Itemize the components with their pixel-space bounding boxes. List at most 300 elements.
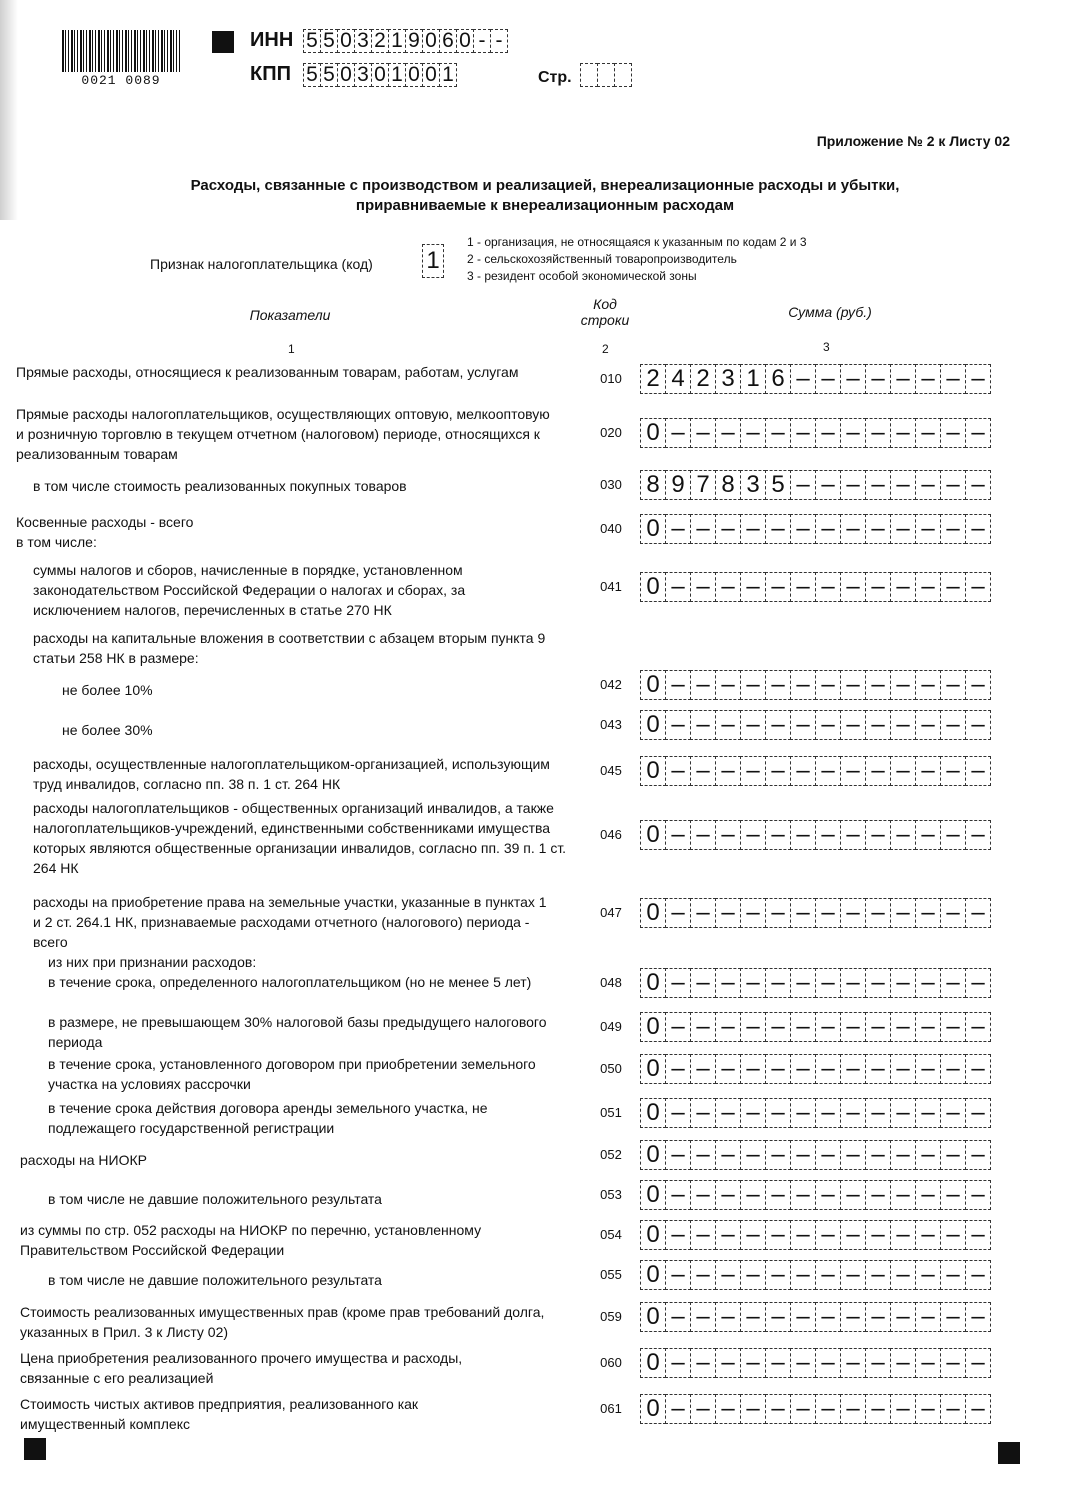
amount-field-052[interactable]: [640, 1140, 990, 1170]
amount-digit-cell: –: [865, 418, 891, 448]
amount-digit-cell: –: [740, 1098, 766, 1128]
digit-cell: 3: [354, 29, 372, 53]
row-label: [16, 512, 536, 552]
row-label-text: в течение срока действия договора аренды земельного участка, не подлежащего государственной регистрации: [48, 1100, 488, 1136]
corner-marker: [24, 1438, 46, 1460]
amount-digit-cell: 3: [740, 470, 766, 500]
amount-digit-cell: –: [665, 1348, 691, 1378]
amount-digit-cell: –: [765, 514, 791, 544]
amount-digit-cell: –: [915, 710, 941, 740]
amount-digit-cell: –: [915, 1394, 941, 1424]
amount-field-049[interactable]: [640, 1012, 990, 1042]
amount-digit-cell: –: [915, 572, 941, 602]
amount-digit-cell: –: [690, 756, 716, 786]
amount-digit-cell: –: [690, 1180, 716, 1210]
column-header-code: [570, 296, 640, 328]
row-label: [48, 972, 573, 992]
row-label: [33, 560, 553, 620]
amount-digit-cell: 1: [740, 364, 766, 394]
amount-digit-cell: –: [865, 710, 891, 740]
amount-digit-cell: 0: [640, 710, 666, 740]
amount-digit-cell: –: [790, 1180, 816, 1210]
amount-digit-cell: –: [915, 1012, 941, 1042]
amount-digit-cell: –: [940, 756, 966, 786]
amount-digit-cell: –: [915, 1098, 941, 1128]
amount-digit-cell: –: [890, 710, 916, 740]
amount-digit-cell: –: [715, 670, 741, 700]
amount-digit-cell: –: [740, 1054, 766, 1084]
amount-digit-cell: –: [665, 1302, 691, 1332]
amount-digit-cell: –: [965, 968, 991, 998]
row-label-text: Стоимость чистых активов предприятия, реализованного как имущественный комплекс: [20, 1396, 419, 1432]
amount-field-048[interactable]: [640, 968, 990, 998]
amount-digit-cell: –: [815, 1012, 841, 1042]
row-label: [16, 362, 536, 382]
amount-digit-cell: –: [740, 1394, 766, 1424]
row-label-text: не более 30%: [62, 722, 153, 738]
amount-digit-cell: –: [740, 572, 766, 602]
digit-cell: 5: [320, 29, 338, 53]
amount-digit-cell: –: [940, 1394, 966, 1424]
amount-digit-cell: –: [965, 470, 991, 500]
row-label: [48, 1098, 568, 1138]
amount-digit-cell: –: [840, 1302, 866, 1332]
amount-digit-cell: –: [840, 1348, 866, 1378]
barcode-number: 0021 0089: [81, 73, 161, 88]
amount-digit-cell: –: [765, 756, 791, 786]
amount-digit-cell: –: [765, 1054, 791, 1084]
amount-digit-cell: –: [740, 1140, 766, 1170]
taxpayer-option: 1 - организация, не относящаяся к указанным по кодам 2 и 3: [467, 235, 807, 249]
column-header-code-line: строки: [580, 312, 630, 328]
amount-field-010[interactable]: [640, 364, 990, 394]
amount-digit-cell: –: [740, 968, 766, 998]
row-label-text: в том числе:: [16, 534, 97, 550]
amount-digit-cell: 0: [640, 1054, 666, 1084]
row-code: 010: [600, 371, 622, 386]
amount-digit-cell: –: [790, 364, 816, 394]
amount-digit-cell: –: [690, 670, 716, 700]
amount-digit-cell: –: [665, 820, 691, 850]
amount-digit-cell: –: [965, 1260, 991, 1290]
amount-digit-cell: 0: [640, 572, 666, 602]
amount-digit-cell: –: [790, 1302, 816, 1332]
amount-field-041[interactable]: [640, 572, 990, 602]
digit-cell: 9: [405, 29, 423, 53]
row-label: [20, 1220, 550, 1260]
amount-digit-cell: –: [840, 1012, 866, 1042]
row-code: 047: [600, 905, 622, 920]
amount-field-020[interactable]: [640, 418, 990, 448]
amount-digit-cell: –: [790, 1394, 816, 1424]
amount-digit-cell: –: [815, 1260, 841, 1290]
amount-digit-cell: –: [940, 898, 966, 928]
amount-digit-cell: –: [890, 1260, 916, 1290]
row-label-text: из суммы по стр. 052 расходы на НИОКР по перечню, установленному Правительством Российской Федерации: [20, 1222, 482, 1258]
row-code: 042: [600, 677, 622, 692]
amount-field-055[interactable]: [640, 1260, 990, 1290]
amount-digit-cell: –: [715, 898, 741, 928]
amount-digit-cell: –: [940, 1012, 966, 1042]
amount-digit-cell: –: [915, 1180, 941, 1210]
amount-digit-cell: 4: [665, 364, 691, 394]
amount-digit-cell: –: [965, 1220, 991, 1250]
amount-digit-cell: –: [765, 1098, 791, 1128]
row-label-text: суммы налогов и сборов, начисленные в порядке, установленном законодательством Российской Федерации о налогах и сборах, за исключением налогов, перечисленных в статье 270 НК: [33, 562, 466, 618]
amount-digit-cell: –: [940, 418, 966, 448]
amount-digit-cell: –: [715, 1394, 741, 1424]
amount-digit-cell: –: [765, 968, 791, 998]
amount-digit-cell: –: [790, 1348, 816, 1378]
row-code: 030: [600, 477, 622, 492]
amount-digit-cell: –: [790, 670, 816, 700]
amount-digit-cell: –: [915, 470, 941, 500]
amount-digit-cell: 0: [640, 1098, 666, 1128]
amount-digit-cell: 3: [715, 364, 741, 394]
amount-digit-cell: –: [765, 710, 791, 740]
amount-digit-cell: –: [840, 1260, 866, 1290]
amount-digit-cell: –: [840, 1054, 866, 1084]
amount-digit-cell: –: [715, 710, 741, 740]
column-number: 2: [602, 342, 609, 356]
amount-digit-cell: –: [965, 670, 991, 700]
amount-digit-cell: –: [965, 898, 991, 928]
amount-digit-cell: –: [790, 710, 816, 740]
row-label-text: Прямые расходы налогоплательщиков, осуществляющих оптовую, мелкооптовую и розничную торговлю в текущем отчетном (налоговом) периоде, относящихся к реализованным товарам: [16, 406, 550, 462]
amount-field-059[interactable]: [640, 1302, 990, 1332]
amount-field-046[interactable]: [640, 820, 990, 850]
amount-digit-cell: –: [690, 514, 716, 544]
amount-digit-cell: –: [690, 1054, 716, 1084]
digit-cell: 0: [371, 63, 389, 87]
amount-digit-cell: –: [815, 418, 841, 448]
amount-digit-cell: –: [715, 1098, 741, 1128]
amount-digit-cell: 0: [640, 418, 666, 448]
amount-digit-cell: –: [740, 1012, 766, 1042]
amount-digit-cell: –: [665, 1220, 691, 1250]
row-code: 020: [600, 425, 622, 440]
amount-digit-cell: –: [690, 1394, 716, 1424]
amount-digit-cell: –: [865, 1054, 891, 1084]
row-code: 054: [600, 1227, 622, 1242]
amount-digit-cell: –: [815, 1394, 841, 1424]
amount-field-054[interactable]: [640, 1220, 990, 1250]
row-code: 041: [600, 579, 622, 594]
amount-field-061[interactable]: [640, 1394, 990, 1424]
amount-digit-cell: –: [890, 1140, 916, 1170]
amount-digit-cell: –: [690, 710, 716, 740]
amount-digit-cell: –: [890, 1348, 916, 1378]
row-label: [20, 1302, 570, 1342]
digit-cell: 0: [422, 63, 440, 87]
amount-digit-cell: –: [865, 364, 891, 394]
amount-digit-cell: –: [740, 418, 766, 448]
barcode-bars: [62, 30, 180, 72]
amount-digit-cell: –: [815, 820, 841, 850]
taxpayer-option: 2 - сельскохозяйственный товаропроизводитель: [467, 252, 737, 266]
amount-digit-cell: –: [890, 572, 916, 602]
row-label-text: в течение срока, определенного налогоплательщиком (но не менее 5 лет): [48, 974, 532, 990]
row-label: [33, 754, 553, 794]
amount-digit-cell: –: [740, 710, 766, 740]
amount-digit-cell: 6: [765, 364, 791, 394]
row-code: 060: [600, 1355, 622, 1370]
digit-cell: 1: [388, 63, 406, 87]
amount-digit-cell: –: [865, 1180, 891, 1210]
amount-digit-cell: –: [665, 1012, 691, 1042]
amount-digit-cell: –: [840, 1180, 866, 1210]
row-code: 043: [600, 717, 622, 732]
amount-digit-cell: –: [765, 1302, 791, 1332]
amount-digit-cell: –: [715, 418, 741, 448]
digit-cell: 1: [439, 63, 457, 87]
amount-digit-cell: –: [840, 364, 866, 394]
amount-digit-cell: 7: [690, 470, 716, 500]
digit-cell: 0: [456, 29, 474, 53]
inn-field[interactable]: [303, 29, 507, 55]
amount-digit-cell: –: [665, 1394, 691, 1424]
amount-digit-cell: –: [790, 898, 816, 928]
amount-digit-cell: –: [865, 898, 891, 928]
amount-digit-cell: –: [890, 1098, 916, 1128]
amount-digit-cell: –: [665, 670, 691, 700]
amount-digit-cell: –: [690, 820, 716, 850]
amount-digit-cell: –: [840, 470, 866, 500]
amount-digit-cell: 0: [640, 1220, 666, 1250]
amount-digit-cell: –: [715, 1302, 741, 1332]
amount-digit-cell: –: [965, 1348, 991, 1378]
amount-digit-cell: –: [940, 1140, 966, 1170]
row-label: [48, 1270, 508, 1290]
amount-digit-cell: –: [790, 514, 816, 544]
amount-digit-cell: –: [940, 968, 966, 998]
digit-cell: 0: [422, 29, 440, 53]
row-label: [20, 1348, 530, 1388]
amount-digit-cell: –: [865, 572, 891, 602]
digit-cell: 5: [303, 63, 321, 87]
amount-digit-cell: –: [840, 1098, 866, 1128]
amount-digit-cell: –: [740, 898, 766, 928]
amount-digit-cell: –: [815, 756, 841, 786]
amount-field-040[interactable]: [640, 514, 990, 544]
amount-digit-cell: –: [940, 710, 966, 740]
amount-digit-cell: –: [840, 710, 866, 740]
row-label-text: расходы, осуществленные налогоплательщиком-организацией, использующим труд инвалидов, согласно пп. 38 п. 1 ст. 264 НК: [33, 756, 550, 792]
row-label-text: Прямые расходы, относящиеся к реализованным товарам, работам, услугам: [16, 364, 519, 380]
amount-digit-cell: –: [915, 820, 941, 850]
amount-digit-cell: –: [690, 1098, 716, 1128]
row-label: [48, 1189, 508, 1209]
amount-field-051[interactable]: [640, 1098, 990, 1128]
amount-digit-cell: –: [690, 898, 716, 928]
amount-digit-cell: –: [890, 756, 916, 786]
amount-digit-cell: –: [965, 572, 991, 602]
taxpayer-sign-field[interactable]: 1: [422, 244, 444, 278]
amount-digit-cell: –: [915, 1260, 941, 1290]
digit-cell: 6: [439, 29, 457, 53]
amount-field-050[interactable]: [640, 1054, 990, 1084]
amount-digit-cell: –: [690, 968, 716, 998]
amount-field-042[interactable]: [640, 670, 990, 700]
amount-digit-cell: 0: [640, 1012, 666, 1042]
digit-cell: 0: [337, 29, 355, 53]
row-code: 051: [600, 1105, 622, 1120]
amount-digit-cell: –: [790, 418, 816, 448]
row-code: 053: [600, 1187, 622, 1202]
amount-field-043[interactable]: [640, 710, 990, 740]
row-label: [20, 1150, 420, 1170]
amount-digit-cell: –: [765, 1220, 791, 1250]
amount-digit-cell: –: [915, 670, 941, 700]
amount-digit-cell: –: [840, 418, 866, 448]
row-code: 052: [600, 1147, 622, 1162]
amount-digit-cell: 0: [640, 1394, 666, 1424]
amount-digit-cell: –: [740, 514, 766, 544]
kpp-label: КПП: [250, 63, 291, 85]
amount-digit-cell: –: [915, 1140, 941, 1170]
amount-digit-cell: –: [940, 470, 966, 500]
row-label-text: в том числе не давшие положительного результата: [48, 1191, 382, 1207]
digit-cell: -: [490, 29, 508, 53]
amount-digit-cell: –: [740, 1180, 766, 1210]
amount-digit-cell: 8: [640, 470, 666, 500]
amount-digit-cell: –: [890, 1394, 916, 1424]
page-label: Стр.: [538, 69, 572, 86]
amount-digit-cell: –: [965, 710, 991, 740]
amount-digit-cell: –: [665, 514, 691, 544]
amount-digit-cell: –: [940, 1180, 966, 1210]
row-label-text: в течение срока, установленного договором при приобретении земельного участка на условиях рассрочки: [48, 1056, 536, 1092]
amount-digit-cell: –: [740, 1348, 766, 1378]
amount-digit-cell: 0: [640, 1260, 666, 1290]
amount-digit-cell: –: [915, 1302, 941, 1332]
inn-label: ИНН: [250, 29, 294, 51]
amount-digit-cell: –: [815, 470, 841, 500]
digit-cell: [580, 63, 598, 87]
amount-digit-cell: –: [765, 418, 791, 448]
amount-digit-cell: –: [740, 1260, 766, 1290]
row-label-text: из них при признании расходов:: [48, 954, 257, 970]
amount-digit-cell: –: [665, 968, 691, 998]
amount-digit-cell: –: [715, 1012, 741, 1042]
amount-field-045[interactable]: [640, 756, 990, 786]
row-code: 061: [600, 1401, 622, 1416]
amount-digit-cell: –: [815, 1180, 841, 1210]
amount-digit-cell: –: [715, 572, 741, 602]
amount-digit-cell: –: [815, 1140, 841, 1170]
amount-field-053[interactable]: [640, 1180, 990, 1210]
amount-digit-cell: –: [690, 418, 716, 448]
amount-digit-cell: –: [765, 1260, 791, 1290]
amount-digit-cell: –: [815, 898, 841, 928]
row-code: 059: [600, 1309, 622, 1324]
page-number-field[interactable]: [580, 63, 631, 89]
amount-digit-cell: –: [840, 670, 866, 700]
amount-digit-cell: –: [865, 1394, 891, 1424]
amount-digit-cell: –: [765, 1012, 791, 1042]
amount-digit-cell: –: [790, 1054, 816, 1084]
row-code: 046: [600, 827, 622, 842]
row-label-text: расходы на приобретение права на земельные участки, указанные в пунктах 1 и 2 ст. 264.1 НК, признаваемые расходами отчетного (налогового) периода - всего: [33, 894, 547, 950]
column-number: 1: [288, 342, 295, 356]
amount-digit-cell: –: [765, 572, 791, 602]
amount-digit-cell: –: [815, 364, 841, 394]
amount-digit-cell: –: [790, 1012, 816, 1042]
amount-digit-cell: –: [740, 670, 766, 700]
amount-digit-cell: –: [915, 1054, 941, 1084]
amount-digit-cell: –: [890, 968, 916, 998]
amount-digit-cell: –: [840, 1220, 866, 1250]
amount-digit-cell: –: [840, 820, 866, 850]
amount-digit-cell: –: [915, 514, 941, 544]
row-code: 049: [600, 1019, 622, 1034]
amount-digit-cell: –: [665, 1098, 691, 1128]
amount-digit-cell: –: [890, 670, 916, 700]
row-label-text: в том числе не давшие положительного результата: [48, 1272, 382, 1288]
amount-digit-cell: –: [665, 572, 691, 602]
row-label: [20, 1394, 490, 1434]
amount-digit-cell: –: [815, 572, 841, 602]
amount-digit-cell: –: [715, 514, 741, 544]
amount-digit-cell: –: [890, 1054, 916, 1084]
amount-digit-cell: –: [840, 898, 866, 928]
amount-digit-cell: 0: [640, 670, 666, 700]
form-subtitle: приравниваемые к внереализационным расходам: [355, 197, 735, 214]
form-title: Расходы, связанные с производством и реализацией, внереализационные расходы и убытки,: [190, 177, 900, 194]
amount-digit-cell: –: [890, 364, 916, 394]
amount-digit-cell: –: [965, 364, 991, 394]
amount-digit-cell: –: [740, 1302, 766, 1332]
amount-digit-cell: 0: [640, 898, 666, 928]
digit-cell: -: [473, 29, 491, 53]
amount-digit-cell: –: [965, 1180, 991, 1210]
amount-digit-cell: –: [865, 820, 891, 850]
amount-digit-cell: –: [840, 1394, 866, 1424]
corner-marker: [998, 1442, 1020, 1464]
row-code: 048: [600, 975, 622, 990]
amount-digit-cell: –: [865, 1012, 891, 1042]
row-code: 040: [600, 521, 622, 536]
amount-digit-cell: –: [940, 1098, 966, 1128]
amount-digit-cell: –: [765, 898, 791, 928]
amount-digit-cell: –: [840, 514, 866, 544]
amount-digit-cell: –: [740, 820, 766, 850]
amount-digit-cell: –: [665, 1140, 691, 1170]
taxpayer-sign-options: [467, 234, 807, 285]
amount-field-047[interactable]: [640, 898, 990, 928]
amount-digit-cell: –: [815, 1054, 841, 1084]
amount-digit-cell: –: [815, 710, 841, 740]
amount-digit-cell: –: [890, 514, 916, 544]
amount-digit-cell: –: [915, 1220, 941, 1250]
amount-digit-cell: –: [940, 670, 966, 700]
kpp-field[interactable]: [303, 63, 456, 89]
row-label-text: расходы налогоплательщиков - общественных организаций инвалидов, а также налогоплательщиков-учреждений, единственными собственниками имущества которых являются общественные организации инвалидов, согласно пп. 39 п. 1 ст. 264 НК: [33, 800, 567, 876]
amount-digit-cell: 0: [640, 820, 666, 850]
amount-digit-cell: –: [690, 1140, 716, 1170]
amount-digit-cell: 8: [715, 470, 741, 500]
amount-digit-cell: –: [690, 1348, 716, 1378]
column-header-indicators: Показатели: [249, 307, 331, 323]
row-label: [62, 680, 362, 700]
taxpayer-option: 3 - резидент особой экономической зоны: [467, 269, 697, 283]
amount-digit-cell: 0: [640, 756, 666, 786]
amount-field-030[interactable]: [640, 470, 990, 500]
amount-digit-cell: –: [890, 470, 916, 500]
amount-field-060[interactable]: [640, 1348, 990, 1378]
amount-digit-cell: –: [890, 418, 916, 448]
amount-digit-cell: –: [865, 514, 891, 544]
